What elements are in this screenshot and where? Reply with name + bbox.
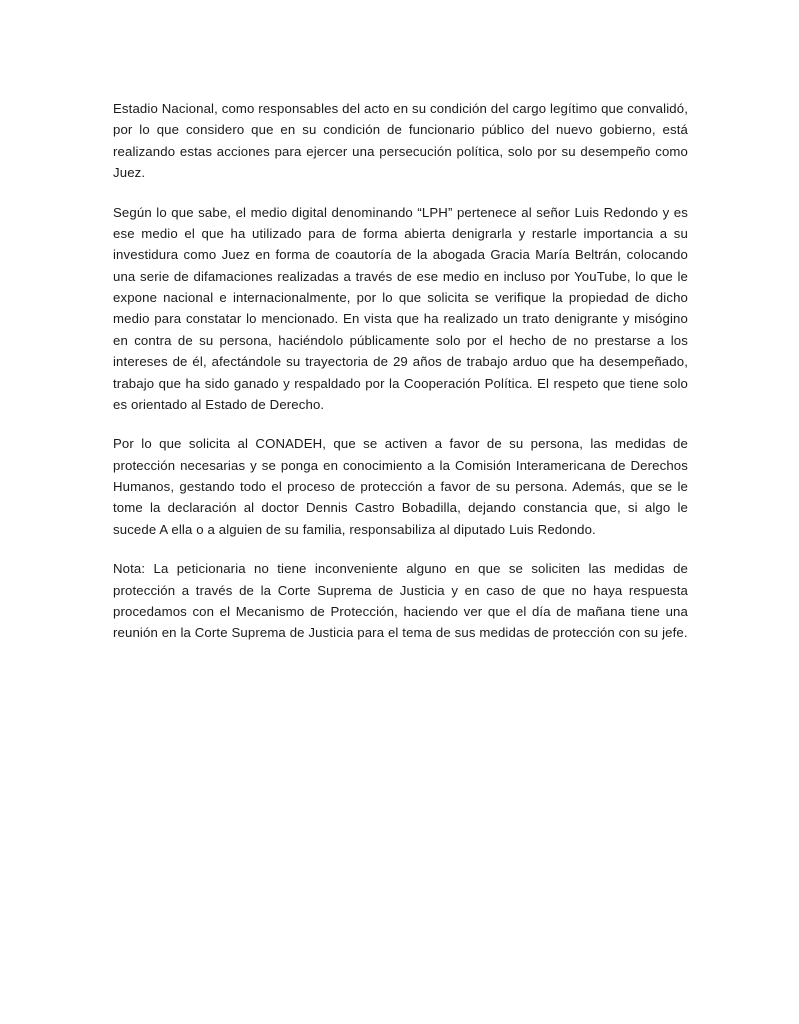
paragraph: Nota: La peticionaria no tiene inconveniente alguno en que se soliciten las medidas de protección a través de la Corte Suprema de Justicia y en caso de que no haya respuesta procedamos con el Mecanismo de Protección, haciendo ver que el día de mañana tiene una reunión en la Corte Suprema de Justicia para el tema de sus medidas de protección con su jefe. xyxy=(113,561,688,641)
paragraph: Según lo que sabe, el medio digital denominando “LPH” pertenece al señor Luis Redondo y es ese medio el que ha utilizado para de forma abierta denigrarla y restarle importancia a su investidura como Juez en forma de coautoría de la abogada Gracia María Beltrán, colocando una serie de difamaciones realizadas a través de ese medio en incluso por YouTube, lo que le expone nacional e internacionalmente, por lo que solicita se verifique la propiedad de dicho medio para constatar lo mencionado. En vista que ha realizado un trato denigrante y misógino en contra de su persona, haciéndolo públicamente solo por el hecho de no prestarse a los intereses de él, afectándole su trayectoria de 29 años de trabajo arduo que ha desempeñado, trabajo que ha sido ganado y respaldado por la Cooperación Política. El respeto que tiene solo es orientado al Estado de Derecho. xyxy=(113,204,688,412)
paragraph: Estadio Nacional, como responsables del acto en su condición del cargo legítimo que convalidó, por lo que considero que en su condición de funcionario público del nuevo gobierno, está realizando estas acciones para ejercer una persecución política, solo por su desempeño como Juez. xyxy=(113,101,688,181)
document-body xyxy=(113,98,688,644)
paragraph: Por lo que solicita al CONADEH, que se activen a favor de su persona, las medidas de protección necesarias y se ponga en conocimiento a la Comisión Interamericana de Derechos Humanos, gestando todo el proceso de protección a favor de su persona. Además, que se le tome la declaración al doctor Dennis Castro Bobadilla, dejando constancia que, si algo le sucede A ella o a alguien de su familia, responsabiliza al diputado Luis Redondo. xyxy=(113,436,688,537)
